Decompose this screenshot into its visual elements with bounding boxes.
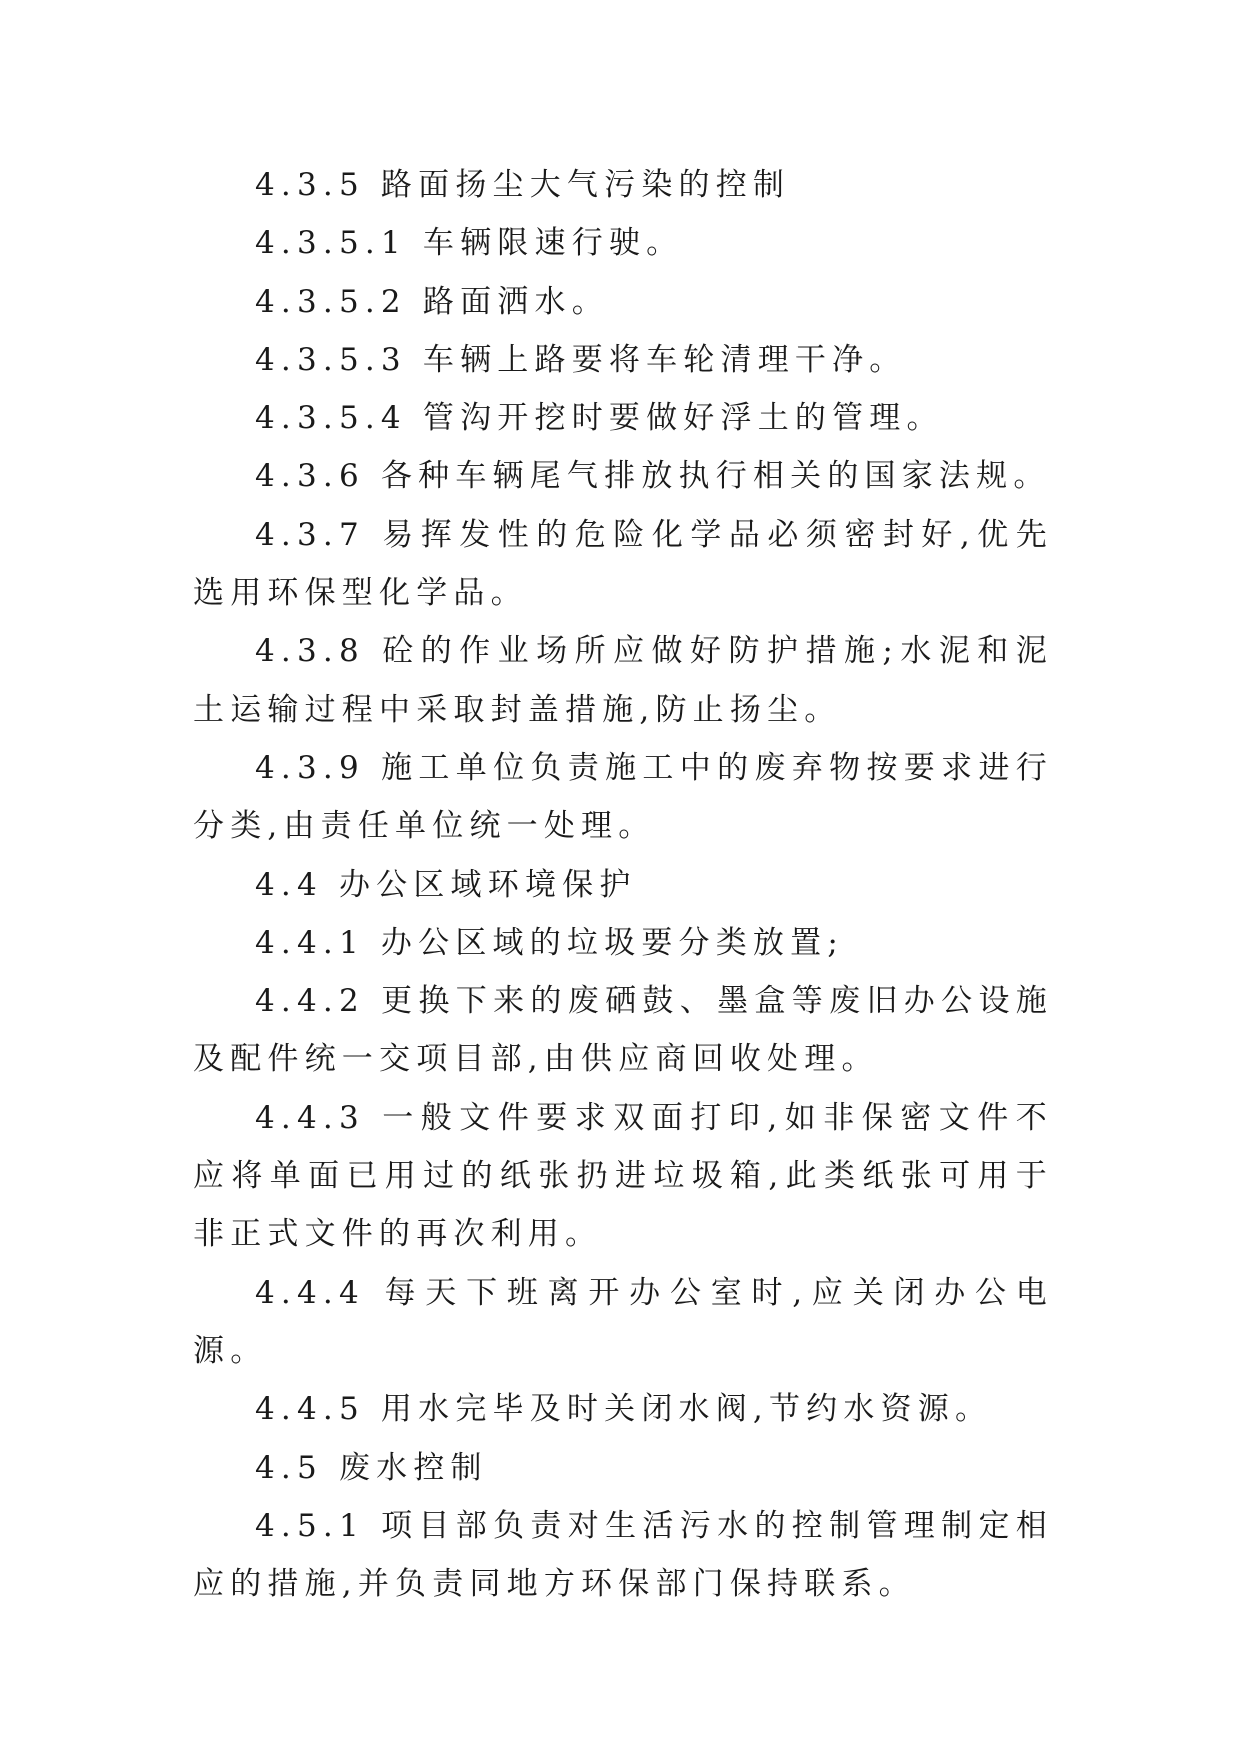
section-heading-4-4: 4.4 办公区域环境保护: [255, 866, 637, 903]
paragraph-4-3-5-3: 4.3.5.3 车辆上路要将车轮清理干净。: [255, 341, 907, 378]
paragraph-4-3-5-1: 4.3.5.1 车辆限速行驶。: [255, 225, 684, 262]
paragraph-4-3-6: 4.3.6 各种车辆尾气排放执行相关的国家法规。: [255, 458, 1051, 495]
document-body: [193, 156, 1053, 1613]
paragraph-4-3-8: 4.3.8 砼的作业场所应做好防护措施;水泥和泥土运输过程中采取封盖措施,防止扬尘。: [193, 633, 1053, 728]
paragraph-4-3-5-2: 4.3.5.2 路面洒水。: [255, 283, 609, 320]
section-heading-4-5: 4.5 废水控制: [255, 1449, 488, 1486]
paragraph-4-3-5: 4.3.5 路面扬尘大气污染的控制: [255, 167, 791, 203]
paragraph-4-3-9: 4.3.9 施工单位负责施工中的废弃物按要求进行分类,由责任单位统一处理。: [193, 749, 1053, 845]
paragraph-4-3-5-4: 4.3.5.4 管沟开挖时要做好浮土的管理。: [255, 400, 944, 437]
paragraph-4-4-5: 4.4.5 用水完毕及时关闭水阀,节约水资源。: [255, 1391, 993, 1428]
paragraph-4-4-3: 4.4.3 一般文件要求双面打印,如非保密文件不应将单面已用过的纸张扔进垃圾箱,此类纸张可用于非正式文件的再次利用。: [193, 1099, 1053, 1253]
paragraph-4-4-2: 4.4.2 更换下来的废硒鼓、墨盒等废旧办公设施及配件统一交项目部,由供应商回收处理。: [193, 983, 1053, 1078]
paragraph-4-4-1: 4.4.1 办公区域的垃圾要分类放置;: [255, 924, 844, 961]
paragraph-4-4-4: 4.4.4 每天下班离开办公室时,应关闭办公电源。: [193, 1274, 1053, 1369]
paragraph-4-5-1: 4.5.1 项目部负责对生活污水的控制管理制定相应的措施,并负责同地方环保部门保持联系。: [193, 1507, 1053, 1603]
paragraph-4-3-7: 4.3.7 易挥发性的危险化学品必须密封好,优先选用环保型化学品。: [193, 516, 1053, 612]
